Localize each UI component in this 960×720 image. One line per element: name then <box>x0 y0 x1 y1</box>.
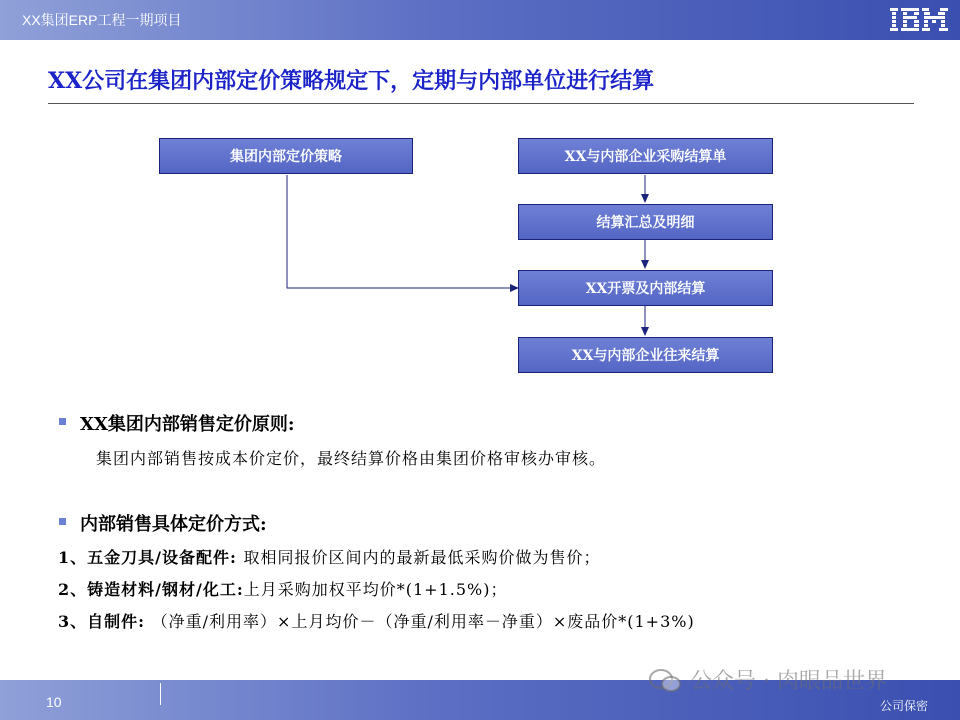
connector-strategy-to-invoice <box>287 175 518 288</box>
ibm-logo-icon <box>888 6 950 32</box>
page-number: 10 <box>46 694 62 710</box>
list-item <box>58 545 601 568</box>
section1-heading: XX集团内部销售定价原则: <box>80 414 295 435</box>
item-number: 1、 <box>58 548 88 567</box>
list-item <box>58 577 507 600</box>
flow-box-account-settlement: XX与内部企业往来结算 <box>518 337 773 373</box>
flow-box-pricing-strategy: 集团内部定价策略 <box>159 138 413 174</box>
confidential-label: 公司保密 <box>879 699 928 713</box>
item-text: 取相同报价区间内的最新最低采购价做为售价； <box>243 548 601 567</box>
section1-text: 集团内部销售按成本价定价，最终结算价格由集团价格审核办审核。 <box>96 449 607 468</box>
title-divider <box>48 103 914 104</box>
item-label: 铸造材料/钢材/化工 <box>87 580 237 599</box>
item-separator: : <box>236 580 244 599</box>
project-title: XX集团ERP工程一期项目 <box>22 12 182 28</box>
item-number: 3、 <box>58 612 88 631</box>
bullet-icon <box>59 418 66 425</box>
item-separator: : <box>138 612 152 631</box>
item-text: 上月采购加权平均价*(1+1.5%)； <box>243 580 508 599</box>
flow-box-summary-detail: 结算汇总及明细 <box>518 204 773 240</box>
item-separator: : <box>230 548 244 567</box>
flow-box-purchase-settlement: XX与内部企业采购结算单 <box>518 138 773 174</box>
list-item <box>58 609 695 632</box>
footer-divider <box>160 683 161 705</box>
section2-heading: 内部销售具体定价方式: <box>80 514 267 535</box>
header-bar <box>0 0 960 40</box>
item-text: （净重/利用率）×上月均价－（净重/利用率－净重）×废品价*(1+3%) <box>151 612 695 631</box>
bullet-icon <box>59 518 66 525</box>
flow-box-invoice-settlement: XX开票及内部结算 <box>518 270 773 306</box>
watermark-text: 公众号 · 肉眼品世界 <box>690 669 887 694</box>
item-number: 2、 <box>58 580 88 599</box>
item-label: 五金刀具/设备配件 <box>87 548 230 567</box>
wechat-icon <box>648 668 682 694</box>
item-label: 自制件 <box>87 612 139 631</box>
page-title: XX公司在集团内部定价策略规定下，定期与内部单位进行结算 <box>48 68 655 94</box>
